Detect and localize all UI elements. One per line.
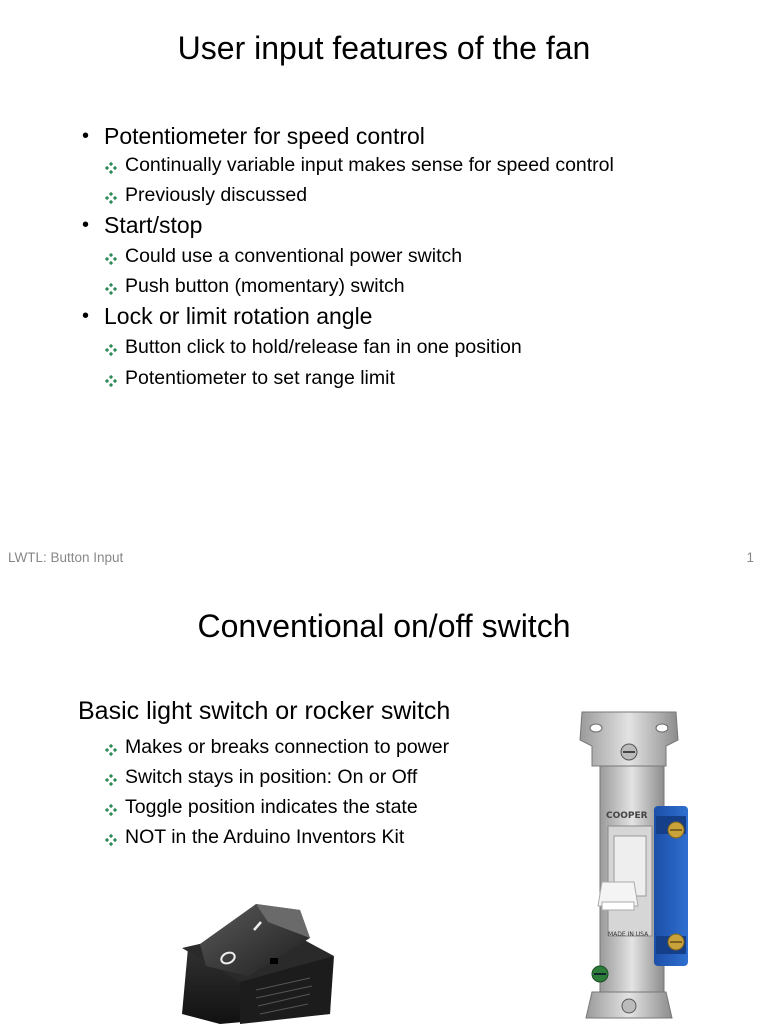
sub-list-item [104,274,722,298]
bullet-list [104,735,544,849]
sub-list-item [104,795,544,819]
wall-toggle-switch-image [572,706,700,1024]
bullet-icon: • [82,214,90,236]
sub-bullet-text: Potentiometer to set range limit [125,367,395,389]
bullet-text: Start/stop [104,212,203,238]
sub-list-item [104,825,544,849]
bullet-list [82,122,722,390]
diamond-bullet-icon [104,336,118,360]
sub-bullet-text: Switch stays in position: On or Off [125,766,418,788]
wall-switch-brand: COOPER [606,811,648,821]
diamond-bullet-icon [104,245,118,269]
sub-bullet-text: NOT in the Arduino Inventors Kit [125,826,405,848]
diamond-bullet-icon [104,184,118,208]
sub-list-item [104,735,544,759]
list-item [82,122,722,151]
section-heading: Basic light switch or rocker switch [78,697,451,725]
sub-list-item [104,183,722,207]
sub-bullet-text: Previously discussed [125,184,308,206]
sub-list-item [104,153,722,177]
sub-bullet-text: Push button (momentary) switch [125,275,405,297]
sub-bullet-text: Could use a conventional power switch [125,245,463,267]
diamond-bullet-icon [104,826,118,850]
wall-switch-made-in: MADE IN USA [608,931,649,938]
list-item [82,302,722,331]
bullet-icon: • [82,305,90,327]
sub-list-item [104,366,722,390]
bullet-text: Lock or limit rotation angle [104,303,373,329]
list-item [82,211,722,240]
diamond-bullet-icon [104,736,118,760]
sub-bullet-text: Makes or breaks connection to power [125,736,450,758]
slide-title: Conventional on/off switch [197,608,571,644]
sub-list-item [104,335,722,359]
sub-list-item [104,765,544,789]
slide-2 [0,576,768,1024]
sub-bullet-text: Button click to hold/release fan in one position [125,336,522,358]
diamond-bullet-icon [104,796,118,820]
diamond-bullet-icon [104,766,118,790]
sub-bullet-text: Toggle position indicates the state [125,796,418,818]
rocker-switch-image [160,886,360,1024]
sub-list-item [104,244,722,268]
page-number: 1 [746,550,754,565]
bullet-icon: • [82,125,90,147]
slide-title: User input features of the fan [177,30,591,66]
diamond-bullet-icon [104,367,118,391]
sub-bullet-text: Continually variable input makes sense for speed control [125,154,614,176]
diamond-bullet-icon [104,275,118,299]
footer-left: LWTL: Button Input [8,550,124,565]
diamond-bullet-icon [104,154,118,178]
bullet-text: Potentiometer for speed control [104,123,425,149]
